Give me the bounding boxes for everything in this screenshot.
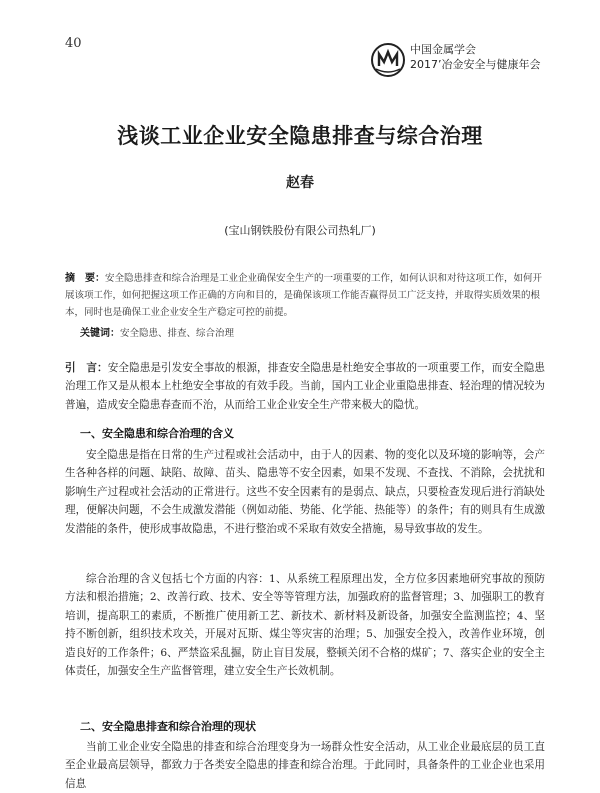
abstract (65, 270, 543, 321)
section-heading: 一、安全隐患和综合治理的含义 (80, 427, 234, 440)
author-affiliation: (宝山钢铁股份有限公司热轧厂) (224, 224, 376, 237)
org-name: 中国金属学会 (410, 43, 476, 56)
author-name: 赵春 (286, 175, 314, 191)
conference-name: 2017’冶金安全与健康年会 (410, 58, 541, 71)
keywords-text: 安全隐患、排查、综合治理 (120, 328, 235, 339)
intro-label: 引 言： (65, 362, 108, 374)
article-title: 浅谈工业企业安全隐患排查与综合治理 (117, 124, 483, 148)
abstract-text: 安全隐患排查和综合治理是工业企业确保安全生产的一项重要的工作，如何认识和对待这项工作，如何开展该项工作，如何把握这项工作正确的方向和目的，是确保该项工作能否赢得员工广泛支持，并取得实质效果的根本，同时也是确保工业企业安全生产稳定可控的前提。 (65, 273, 543, 318)
society-logo-icon (370, 42, 406, 78)
section-heading: 二、安全隐患排查和综合治理的现状 (80, 720, 256, 733)
abstract-label: 摘 要： (65, 273, 105, 284)
conference-header (410, 42, 541, 72)
paragraph: 安全隐患是指在日常的生产过程或社会活动中，由于人的因素、物的变化以及环境的影响等，会产生各种各样的问题、缺陷、故障、苗头、隐患等不安全因素，如果不发现、不查找、不消除，会扰扰和影响生产过程或社会活动的正常进行。这些不安全因素有的是弱点、缺点，只要检查发现后进行消缺处理，便解决问题，不会生成激发潜能（例如动能、势能、化学能、热能等）的条件；有的则具有生成激发潜能的条件，使形成事故隐患，不进行整治或不采取有效安全措施，易导致事故的发生。 (65, 449, 545, 535)
keywords (80, 324, 540, 339)
page-number: 40 (65, 36, 82, 51)
keywords-label: 关键词： (80, 328, 120, 339)
intro-text: 安全隐患是引发安全事故的根源，排查安全隐患是杜绝安全事故的一项重要工作，而安全隐患治理工作又是从根本上杜绝安全事故的有效手段。当前，国内工业企业重隐患排查、轻治理的情况较为普遍，造成安全隐患春查而不治，从而给工业企业安全生产带来极大的隐忧。 (65, 362, 546, 411)
paragraph: 综合治理的含义包括七个方面的内容：1、从系统工程原理出发，全方位多因素地研究事故的预防方法和根治措施；2、改善行政、技术、安全等等管理方法，加强政府的监督管理；3、加强职工的教育培训，提高职工的素质，不断推广使用新工艺、新技术、新材料及新设备，加强安全监测监控；4、坚持不断创新，组织技术攻关，开展对瓦斯、煤尘等灾害的治理；5、加强安全投入，改善作业环境，创造良好的工作条件；6、严禁盗采乱掘，防止盲目发展，整顿关闭不合格的煤矿；7、落实企业的安全主体责任，加强安全生产监督管理，建立安全生产长效机制。 (65, 573, 545, 678)
paragraph: 当前工业企业安全隐患的排查和综合治理变身为一场群众性安全活动，从工业企业最底层的员工直至企业最高层领导，都致力于各类安全隐患的排查和综合治理。于此同时，具备条件的工业企业也采用信息 (65, 741, 545, 790)
introduction (65, 359, 545, 414)
